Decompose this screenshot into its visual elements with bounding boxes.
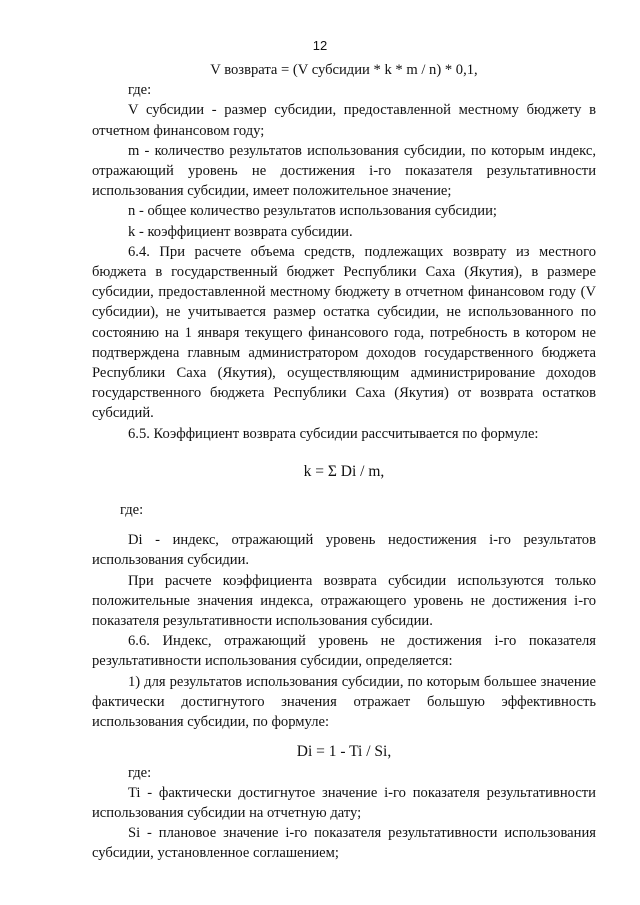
paragraph-si-definition: Si - плановое значение i-го показателя результативности использования субсидии, установленное соглашением; <box>92 825 596 862</box>
where-label: где: <box>128 82 152 99</box>
formula-di: Di = 1 - Ti / Si, <box>296 743 392 761</box>
paragraph-6-4: 6.4. При расчете объема средств, подлежащих возврату из местного бюджета в государственный бюджет Республики Саха (Якутия), в размере субсидии, предоставленной местному бюджету в отчетном финансовом году (V субсидии), не учитывается размер остатка субсидии, не использованного по состоянию на 1 января текущего финансового года, потребность в котором не подтверждена главным администратором доходов государственного бюджета Республики Саха (Якутия), осуществляющим администрирование доходов государственного бюджета Республики Саха (Якутия) от возврата остатков субсидий. <box>92 243 596 422</box>
document-body <box>92 60 596 864</box>
paragraph-item-1: 1) для результатов использования субсидии, по которым большее значение фактически достигнутого значения отражает большую эффективность использования субсидии, по формуле: <box>92 673 596 731</box>
page-number: 12 <box>312 38 328 53</box>
where-label: где: <box>128 764 152 781</box>
paragraph-m-definition: m - количество результатов использования субсидии, по которым индекс, отражающий уровень не достижения i-го показателя результативности использования субсидии, имеет положительное значение; <box>92 142 596 200</box>
paragraph-k-definition: k - коэффициент возврата субсидии. <box>128 223 353 240</box>
formula-k: k = Σ Di / m, <box>303 462 385 480</box>
where-label: где: <box>120 502 144 519</box>
paragraph-ti-definition: Ti - фактически достигнутое значение i-го показателя результативности использования субсидии на отчетную дату; <box>92 784 596 821</box>
paragraph-positive-values: При расчете коэффициента возврата субсидии используются только положительные значения индекса, отражающего уровень не достижения i-го показателя результативности использования субсидии. <box>92 572 596 630</box>
paragraph-6-6: 6.6. Индекс, отражающий уровень не достижения i-го показателя результативности использования субсидии, определяется: <box>92 633 596 670</box>
paragraph-n-definition: n - общее количество результатов использования субсидии; <box>128 203 497 220</box>
paragraph-v-subsidy: V субсидии - размер субсидии, предоставленной местному бюджету в отчетном финансовом году; <box>92 102 596 139</box>
formula-return-volume: V возврата = (V субсидии * k * m / n) * 0,1, <box>210 62 478 78</box>
paragraph-di-definition: Di - индекс, отражающий уровень недостижения i-го результатов использования субсидии. <box>92 532 596 569</box>
paragraph-6-5: 6.5. Коэффициент возврата субсидии рассчитывается по формуле: <box>128 425 539 442</box>
